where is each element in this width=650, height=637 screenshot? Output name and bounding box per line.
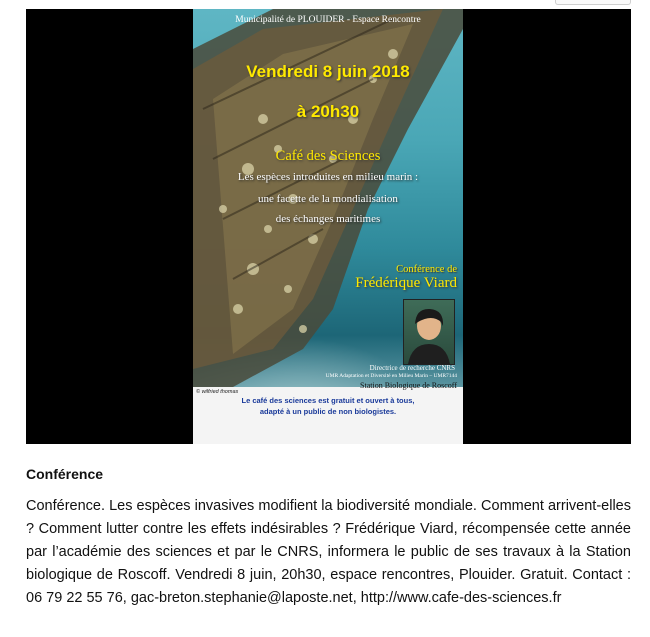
poster-cafe-title: Café des Sciences <box>275 148 381 164</box>
article-heading: Conférence <box>26 466 104 482</box>
poster-conference-by: Conférence de <box>396 264 457 275</box>
speaker-portrait-icon <box>404 300 454 364</box>
poster-free-line-2: adapté à un public de non biologistes. <box>259 407 397 416</box>
poster-speaker-name: Frédérique Viard <box>355 275 457 291</box>
poster-speaker-role: Directrice de recherche CNRS <box>369 364 455 372</box>
poster-subtitle-2: une facette de la mondialisation <box>258 193 398 205</box>
speaker-photo <box>403 299 455 365</box>
poster-date: Vendredi 8 juin 2018 <box>246 62 410 81</box>
event-poster <box>193 9 463 444</box>
poster-free-line-1: Le café des sciences est gratuit et ouvert à tous, <box>241 396 415 405</box>
article-body: Conférence. Les espèces invasives modifient la biodiversité mondiale. Comment arrivent-elles ? Comment lutter contre les effets indésirables ? Frédérique Viard, récompensée cette année par l’académie des sciences et par le CNRS, informera le public de ses travaux à la Station biologique de Roscoff. Vendredi 8 juin, 20h30, espace rencontres, Plouider. Gratuit. Contact : 06 79 22 55 76, gac-breton.stephanie@laposte.net, http://www.cafe-des-sciences.fr <box>26 498 631 606</box>
poster-umr: UMR Adaptation et Diversité en Milieu Marin – UMR7144 <box>325 373 457 379</box>
poster-time: à 20h30 <box>296 102 360 121</box>
poster-station: Station Biologique de Roscoff <box>360 381 457 390</box>
poster-subtitle-1: Les espèces introduites en milieu marin : <box>237 171 419 183</box>
poster-municipality: Municipalité de PLOUIDER - Espace Rencontre <box>235 15 421 25</box>
poster-image-frame <box>26 9 631 444</box>
poster-subtitle-3: des échanges maritimes <box>275 213 381 225</box>
poster-photo-credit: © wilfried thomas <box>196 389 239 395</box>
top-right-control[interactable] <box>555 0 631 5</box>
